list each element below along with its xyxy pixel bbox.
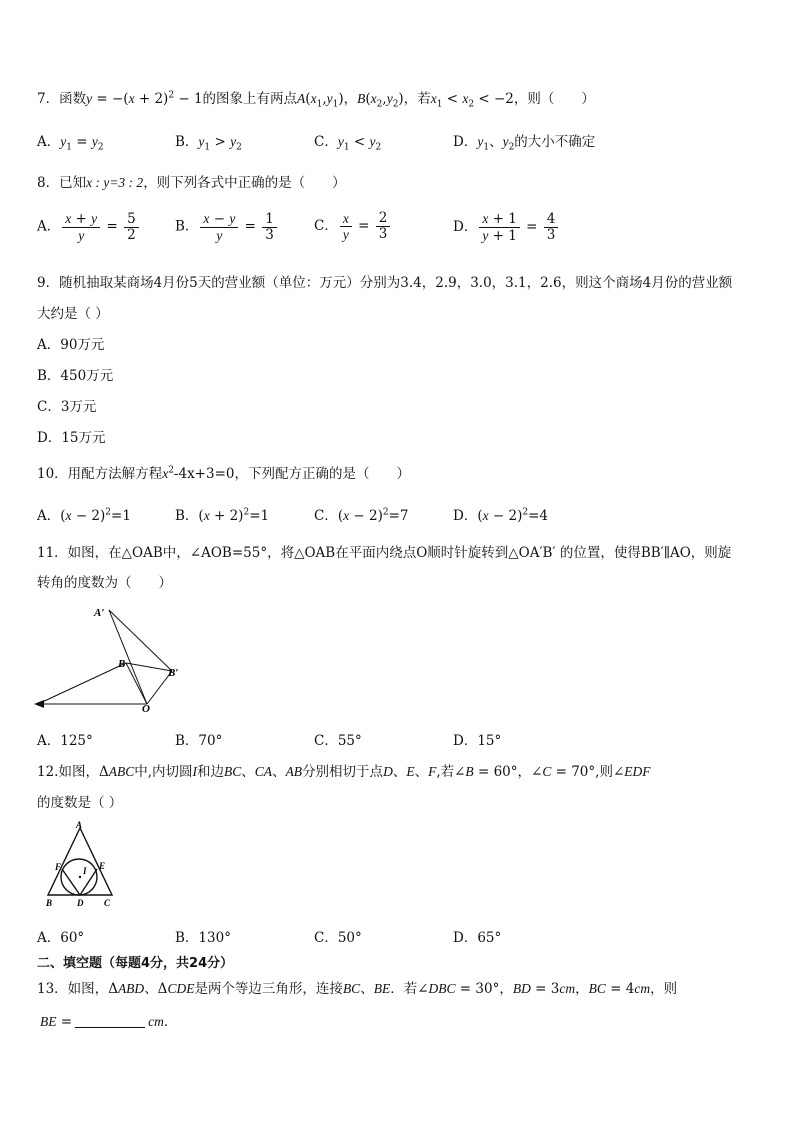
q7-option-b[interactable]: B．$y_1 > y_2$ [175,134,242,153]
q12-option-a[interactable]: A．60° [37,930,85,946]
q12-label-a: A [76,820,83,830]
q13-stem-line1: 13．如图，ΔABD、ΔCDE是两个等边三角形，连接BC、BE．若∠DBC = 30°，BD = 3cm，BC = 4cm，则 [37,981,678,997]
q8-stem: 8．已知x : y=3 : 2，则下列各式中正确的是（ ） [37,175,346,191]
q10-option-d[interactable]: D．$(x - 2)^2=4$ [453,507,548,524]
q11-stem-line1: 11．如图，在△OAB中，∠AOB=55°，将△OAB在平面内绕点O顺时针旋转到△OA′B′ 的位置，使得BB′∥AO，则旋 [37,545,732,561]
q12-label-e: E [99,861,106,871]
q12-option-c[interactable]: C．50° [314,930,362,946]
q12-label-c: C [104,898,111,908]
q11-label-o: O [142,703,150,713]
q8-option-d[interactable]: D． $\frac{x + 1}{y + 1}$ = $\frac{4}{3}$ [453,211,560,244]
q8-option-c[interactable]: C． $\frac{x}{y}$ = $\frac{2}{3}$ [314,211,392,242]
q9-option-b[interactable]: B．450万元 [37,368,114,384]
q12-label-d: D [77,898,84,908]
q10-option-c[interactable]: C．$(x - 2)^2=7$ [314,507,409,524]
q8-option-b[interactable]: B． $\frac{x - y}{y}$ = $\frac{1}{3}$ [175,211,279,243]
q12-stem-line1: 12.如图，ΔABC中,内切圆I和边BC、CA、AB分别相切于点D、E、F,若∠B = 60°，∠C = 70°,则∠EDF [37,764,651,780]
q10-option-a[interactable]: A．$(x - 2)^2=1$ [37,507,131,524]
q7-option-a[interactable]: A．$y_1 = y_2$ [37,134,104,153]
q9-option-d[interactable]: D．15万元 [37,430,106,446]
q12-stem-line2: 的度数是（ ） [37,795,123,811]
q12-label-b: B [46,898,53,908]
q12-label-i: I [83,866,87,876]
q11-label-a-prime: A′ [94,607,105,619]
q11-option-b[interactable]: B．70° [175,733,223,749]
q9-stem-line1: 9．随机抽取某商场4月份5天的营业额（单位：万元）分别为3.4，2.9，3.0，3.1，2.6，则这个商场4月份的营业额 [37,275,733,291]
q12-figure [40,820,120,910]
q11-stem-line2: 转角的度数为（ ） [37,575,172,591]
q12-label-f: F [55,862,62,872]
q13-stem-line2: BE = cm． [40,1014,178,1030]
q7-option-d[interactable]: D．$y_1$、$y_2$的大小不确定 [453,134,596,153]
q9-option-c[interactable]: C．3万元 [37,399,97,415]
q11-figure [30,598,200,713]
q11-option-a[interactable]: A．125° [37,733,93,749]
q12-option-d[interactable]: D．65° [453,930,502,946]
section-2-title: 二、填空题（每题4分，共24分） [37,956,234,971]
q10-option-b[interactable]: B．$(x + 2)^2=1$ [175,507,270,524]
q11-label-b: B [118,658,126,670]
q11-option-c[interactable]: C．55° [314,733,362,749]
q9-option-a[interactable]: A．90万元 [37,337,105,353]
q11-option-d[interactable]: D．15° [453,733,502,749]
q11-label-b-prime: B′ [168,667,179,679]
q8-option-a[interactable]: A． $\frac{x + y}{y}$ = $\frac{5}{2}$ [37,211,141,243]
q10-stem: 10．用配方法解方程$x^2-4x+3=0$，下列配方正确的是（ ） [37,465,410,482]
q9-stem-line2: 大约是（ ） [37,306,109,322]
q7-stem: 7．函数$y = -(x + 2)^2 - 1$的图象上有两点$A(x_1,y_1)$，$B(x_2,y_2)$，若$x_1 < x_2 < -2$，则（ ） [37,90,595,110]
q7-option-c[interactable]: C．$y_1 < y_2$ [314,134,382,153]
q13-answer-blank[interactable] [75,1015,145,1028]
q12-option-b[interactable]: B．130° [175,930,231,946]
